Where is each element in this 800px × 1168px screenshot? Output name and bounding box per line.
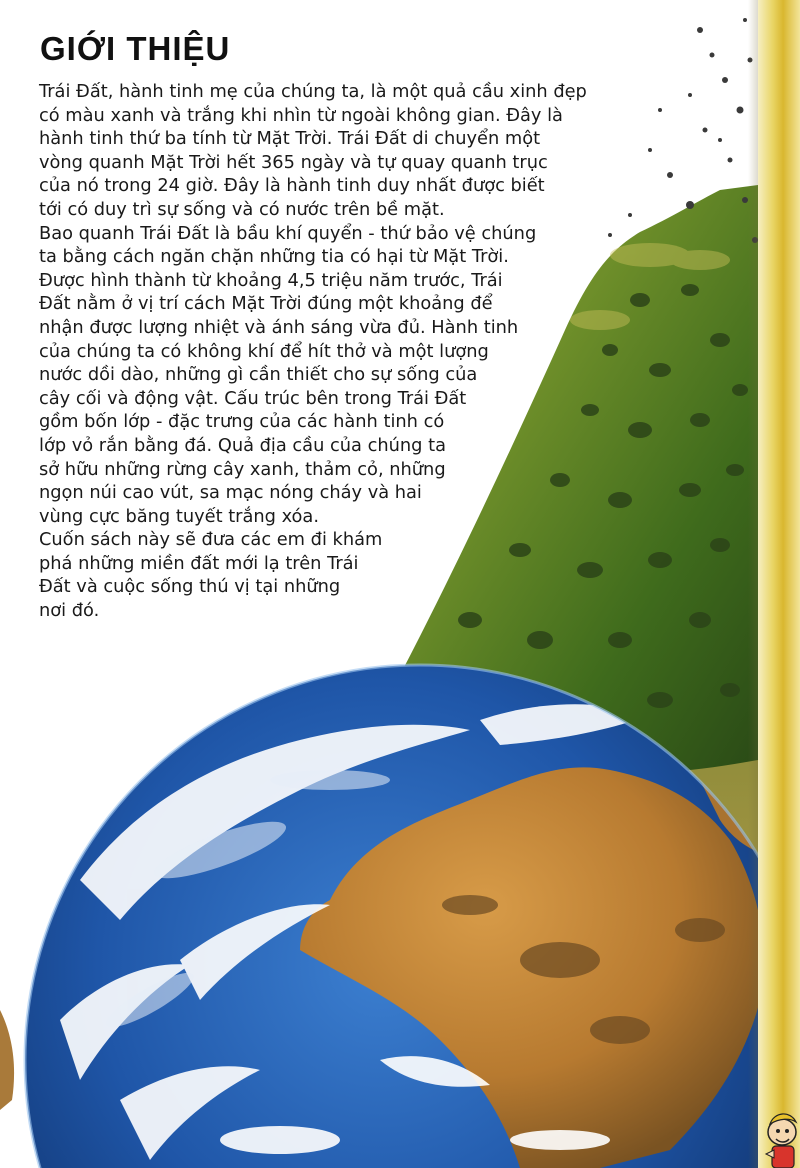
land-sliver bbox=[0, 1010, 14, 1110]
page-title: GIỚI THIỆU bbox=[40, 30, 231, 67]
body-line: Bao quanh Trái Đất là bầu khí quyển - thứ bảo vệ chúng bbox=[39, 222, 537, 244]
page-spine bbox=[758, 0, 800, 1168]
body-line: lớp vỏ rắn bằng đá. Quả địa cầu của chúng ta bbox=[39, 434, 446, 456]
intro-body-text bbox=[39, 80, 679, 623]
body-line: của nó trong 24 giờ. Đây là hành tinh duy nhất được biết bbox=[39, 175, 545, 197]
body-line: Trái Đất, hành tinh mẹ của chúng ta, là một quả cầu xinh đẹp bbox=[39, 81, 587, 102]
body-line: Đất và cuộc sống thú vị tại những bbox=[39, 576, 341, 598]
body-line: cây cối và động vật. Cấu trúc bên trong Trái Đất bbox=[39, 387, 467, 409]
body-line: của chúng ta có không khí để hít thở và một lượng bbox=[39, 340, 489, 362]
cartoon-mascot-icon bbox=[740, 1088, 800, 1168]
body-line: phá những miền đất mới lạ trên Trái bbox=[39, 552, 359, 574]
body-line: Được hình thành từ khoảng 4,5 triệu năm trước, Trái bbox=[39, 269, 503, 291]
body-line: ngọn núi cao vút, sa mạc nóng cháy và hai bbox=[39, 482, 422, 504]
body-line: sở hữu những rừng cây xanh, thảm cỏ, những bbox=[39, 458, 446, 480]
body-line: gồm bốn lớp - đặc trưng của các hành tinh có bbox=[39, 411, 445, 433]
body-line: nơi đó. bbox=[39, 600, 100, 622]
body-line: có màu xanh và trắng khi nhìn từ ngoài không gian. Đây là bbox=[39, 104, 563, 126]
body-line: Đất nằm ở vị trí cách Mặt Trời đúng một khoảng để bbox=[39, 293, 493, 315]
body-line: tới có duy trì sự sống và có nước trên bề mặt. bbox=[39, 198, 445, 220]
body-line: Cuốn sách này sẽ đưa các em đi khám bbox=[39, 529, 383, 551]
body-line: nhận được lượng nhiệt và ánh sáng vừa đủ. Hành tinh bbox=[39, 316, 519, 338]
body-line: nước dồi dào, những gì cần thiết cho sự sống của bbox=[39, 364, 478, 386]
body-line: vòng quanh Mặt Trời hết 365 ngày và tự quay quanh trục bbox=[39, 151, 548, 173]
body-line: ta bằng cách ngăn chặn những tia có hại từ Mặt Trời. bbox=[39, 246, 509, 268]
page-spine-shadow bbox=[748, 0, 758, 1168]
body-line: vùng cực băng tuyết trắng xóa. bbox=[39, 505, 319, 527]
body-line: hành tinh thứ ba tính từ Mặt Trời. Trái Đất di chuyển một bbox=[39, 128, 541, 150]
